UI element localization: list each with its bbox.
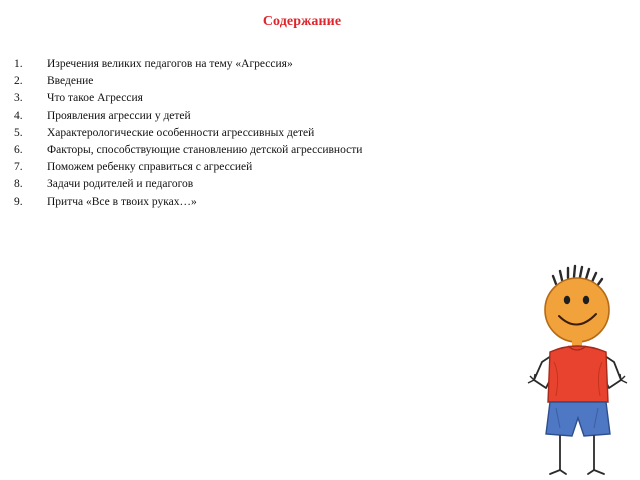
item-number: 6.: [14, 143, 23, 156]
list-item: [14, 92, 362, 109]
contents-list: [14, 58, 362, 213]
item-text: Притча «Все в твоих руках…»: [47, 195, 197, 208]
item-text: Задачи родителей и педагогов: [47, 178, 194, 191]
list-item: [14, 58, 362, 75]
item-text: Поможем ребенку справиться с агрессией: [47, 161, 253, 174]
slide-title: Содержание: [262, 14, 342, 29]
item-number: 1.: [14, 58, 23, 70]
item-text: Характерологические особенности агрессивных детей: [47, 126, 315, 139]
item-text: Изречения великих педагогов на тему «Агрессия»: [47, 58, 293, 70]
item-text: Введение: [47, 75, 94, 88]
list-item: [14, 110, 362, 127]
item-text: Проявления агрессии у детей: [47, 109, 191, 122]
item-text: Что такое Агрессия: [47, 92, 143, 105]
cartoon-boy-icon: [520, 262, 630, 480]
list-item: [14, 127, 362, 144]
item-text: Факторы, способствующие становлению детской агрессивности: [47, 143, 363, 156]
item-number: 5.: [14, 126, 23, 139]
item-number: 3.: [14, 92, 23, 105]
item-number: 2.: [14, 75, 23, 88]
item-number: 9.: [14, 195, 23, 208]
list-item: [14, 75, 362, 92]
list-item: [14, 178, 362, 195]
item-number: 8.: [14, 178, 23, 191]
list-item: [14, 161, 362, 178]
list-item: [14, 144, 362, 161]
list-item: [14, 196, 362, 213]
item-number: 4.: [14, 109, 23, 122]
item-number: 7.: [14, 161, 23, 174]
